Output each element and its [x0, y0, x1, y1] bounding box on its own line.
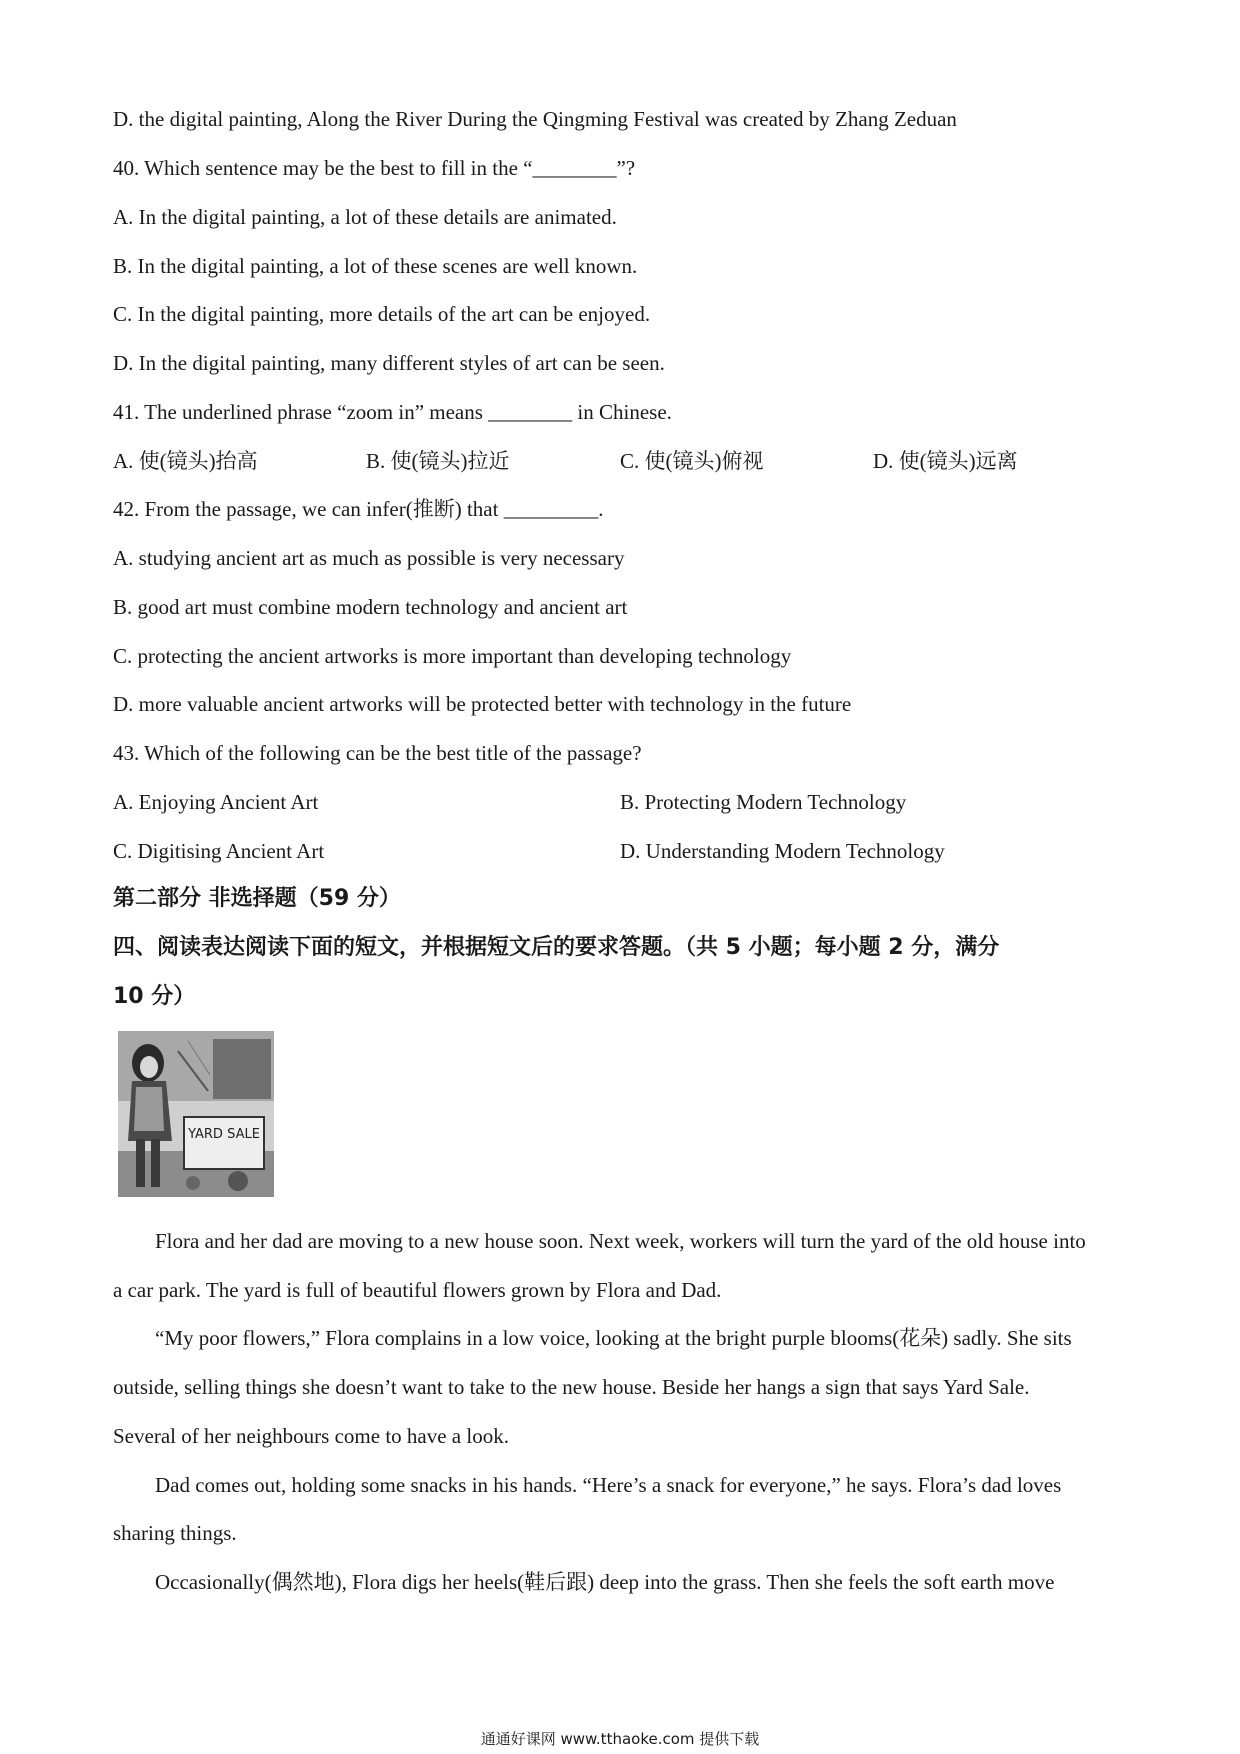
yard-sale-photo: [118, 1031, 274, 1197]
q40-option-c: C. In the digital painting, more details of the art can be enjoyed.: [113, 302, 651, 326]
passage-p4-line1: Occasionally(偶然地), Flora digs her heels(鞋后跟) deep into the grass. Then she feels the soft earth move: [155, 1570, 1055, 1594]
q40-stem: 40. Which sentence may be the best to fill in the “________”?: [113, 156, 636, 180]
q41-option-b: B. 使(镜头)拉近: [366, 449, 510, 473]
q42-option-a: A. studying ancient art as much as possible is very necessary: [113, 546, 625, 570]
q41-option-a: A. 使(镜头)抬高: [113, 449, 258, 473]
q41-option-c: C. 使(镜头)俯视: [620, 449, 764, 473]
q43-option-d: D. Understanding Modern Technology: [620, 839, 945, 863]
q42-option-c: C. protecting the ancient artworks is more important than developing technology: [113, 644, 792, 668]
passage-p3-line2: sharing things.: [113, 1521, 237, 1545]
passage-p2-line3: Several of her neighbours come to have a look.: [113, 1424, 509, 1448]
passage-p1-line2: a car park. The yard is full of beautiful flowers grown by Flora and Dad.: [113, 1278, 722, 1302]
section4-heading-line1: 四、阅读表达阅读下面的短文，并根据短文后的要求答题。（共 5 小题；每小题 2 分，满分: [113, 935, 1000, 960]
passage-p1-line1: Flora and her dad are moving to a new house soon. Next week, workers will turn the yard of the old house into: [155, 1229, 1086, 1253]
q40-option-a: A. In the digital painting, a lot of these details are animated.: [113, 205, 617, 229]
q42-stem: 42. From the passage, we can infer(推断) that _________.: [113, 497, 604, 521]
footer-text: 通通好课网 www.tthaoke.com 提供下载: [480, 1730, 760, 1748]
q43-option-b: B. Protecting Modern Technology: [620, 790, 907, 814]
q41-stem: 41. The underlined phrase “zoom in” means ________ in Chinese.: [113, 400, 672, 424]
section2-title: 第二部分 非选择题（59 分）: [113, 886, 401, 911]
passage-p2-line2: outside, selling things she doesn’t want to take to the new house. Beside her hangs a sign that says Yard Sale.: [113, 1375, 1030, 1399]
q42-option-d: D. more valuable ancient artworks will be protected better with technology in the future: [113, 692, 852, 716]
section4-heading-line2: 10 分）: [113, 984, 196, 1009]
q41-option-d: D. 使(镜头)远离: [873, 449, 1018, 473]
q42-option-b: B. good art must combine modern technology and ancient art: [113, 595, 628, 619]
passage-p3-line1: Dad comes out, holding some snacks in his hands. “Here’s a snack for everyone,” he says. Flora’s dad loves: [155, 1473, 1062, 1497]
q43-stem: 43. Which of the following can be the best title of the passage?: [113, 741, 642, 765]
q43-option-c: C. Digitising Ancient Art: [113, 839, 325, 863]
q39-option-d: D. the digital painting, Along the River During the Qingming Festival was created by Zhang Zeduan: [113, 107, 957, 131]
q40-option-d: D. In the digital painting, many different styles of art can be seen.: [113, 351, 665, 375]
sign-text: YARD SALE: [188, 1127, 260, 1142]
q40-option-b: B. In the digital painting, a lot of these scenes are well known.: [113, 254, 638, 278]
passage-p2-line1: “My poor flowers,” Flora complains in a low voice, looking at the bright purple blooms(花朵) sadly. She sits: [155, 1326, 1072, 1350]
q43-option-a: A. Enjoying Ancient Art: [113, 790, 319, 814]
